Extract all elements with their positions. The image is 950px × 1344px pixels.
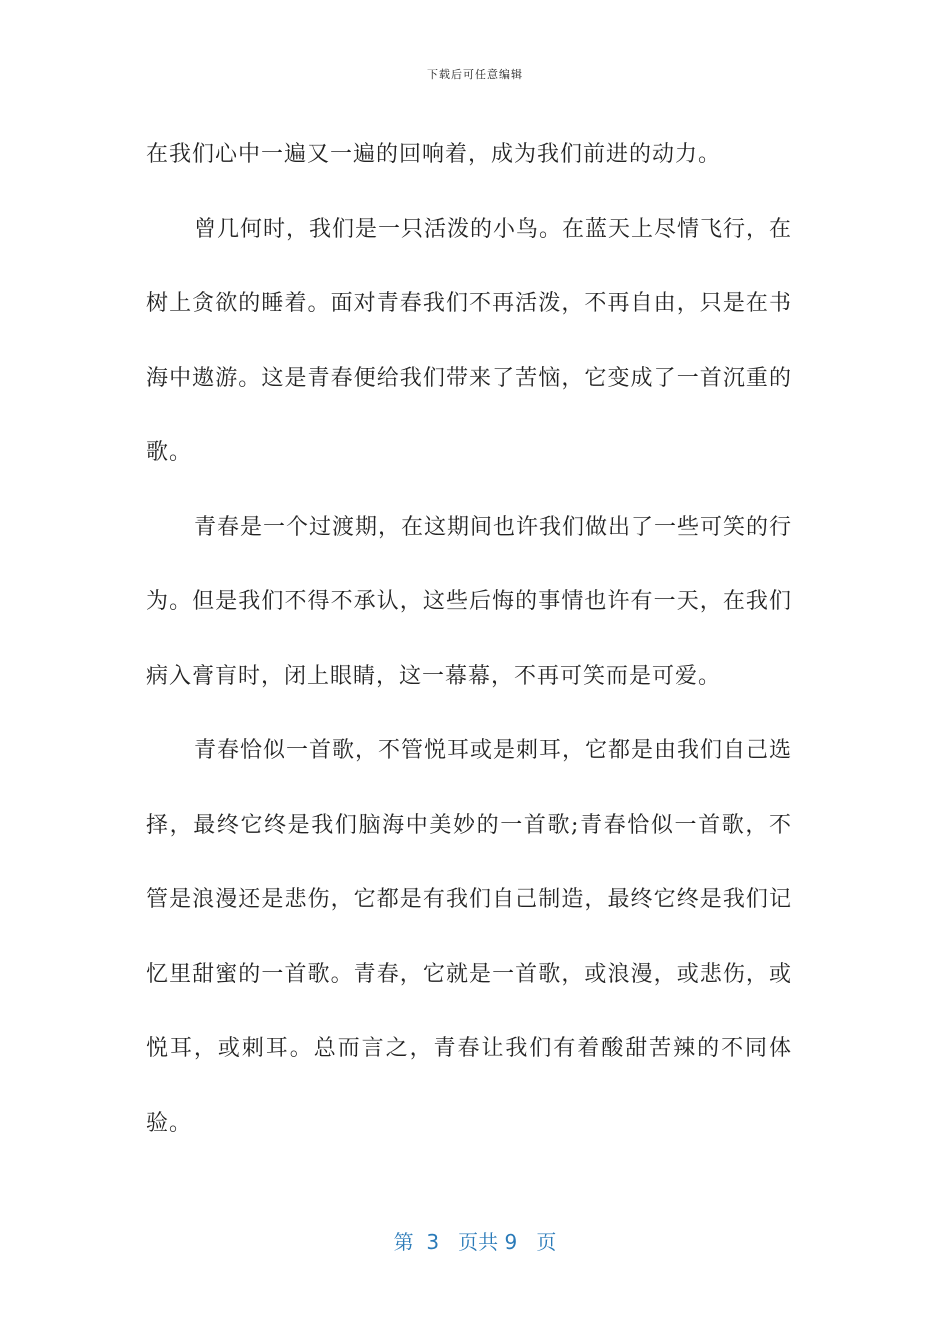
- paragraph: 青春是一个过渡期，在这期间也许我们做出了一些可笑的行为。但是我们不得不承认，这些后悔的事情也许有一天，在我们病入膏肓时，闭上眼睛，这一幕幕，不再可笑而是可爱。: [146, 514, 793, 689]
- paragraph-continuation: 在我们心中一遍又一遍的回响着，成为我们前进的动力。: [146, 142, 722, 167]
- page-number-footer: 第 3 页共 9 页: [393, 1230, 557, 1254]
- page-header: 下载后可任意编辑: [427, 68, 523, 81]
- paragraph: 曾几何时，我们是一只活泼的小鸟。在蓝天上尽情飞行，在树上贪欲的睡着。面对青春我们不再活泼，不再自由，只是在书海中遨游。这是青春便给我们带来了苦恼，它变成了一首沉重的歌。: [146, 216, 793, 465]
- document-body: [146, 118, 792, 1161]
- paragraph: 青春恰似一首歌，不管悦耳或是刺耳，它都是由我们自己选择，最终它终是我们脑海中美妙的一首歌;青春恰似一首歌，不管是浪漫还是悲伤，它都是有我们自己制造，最终它终是我们记忆里甜蜜的一首歌。青春，它就是一首歌，或浪漫，或悲伤，或悦耳，或刺耳。总而言之，青春让我们有着酸甜苦辣的不同体验。: [146, 738, 793, 1136]
